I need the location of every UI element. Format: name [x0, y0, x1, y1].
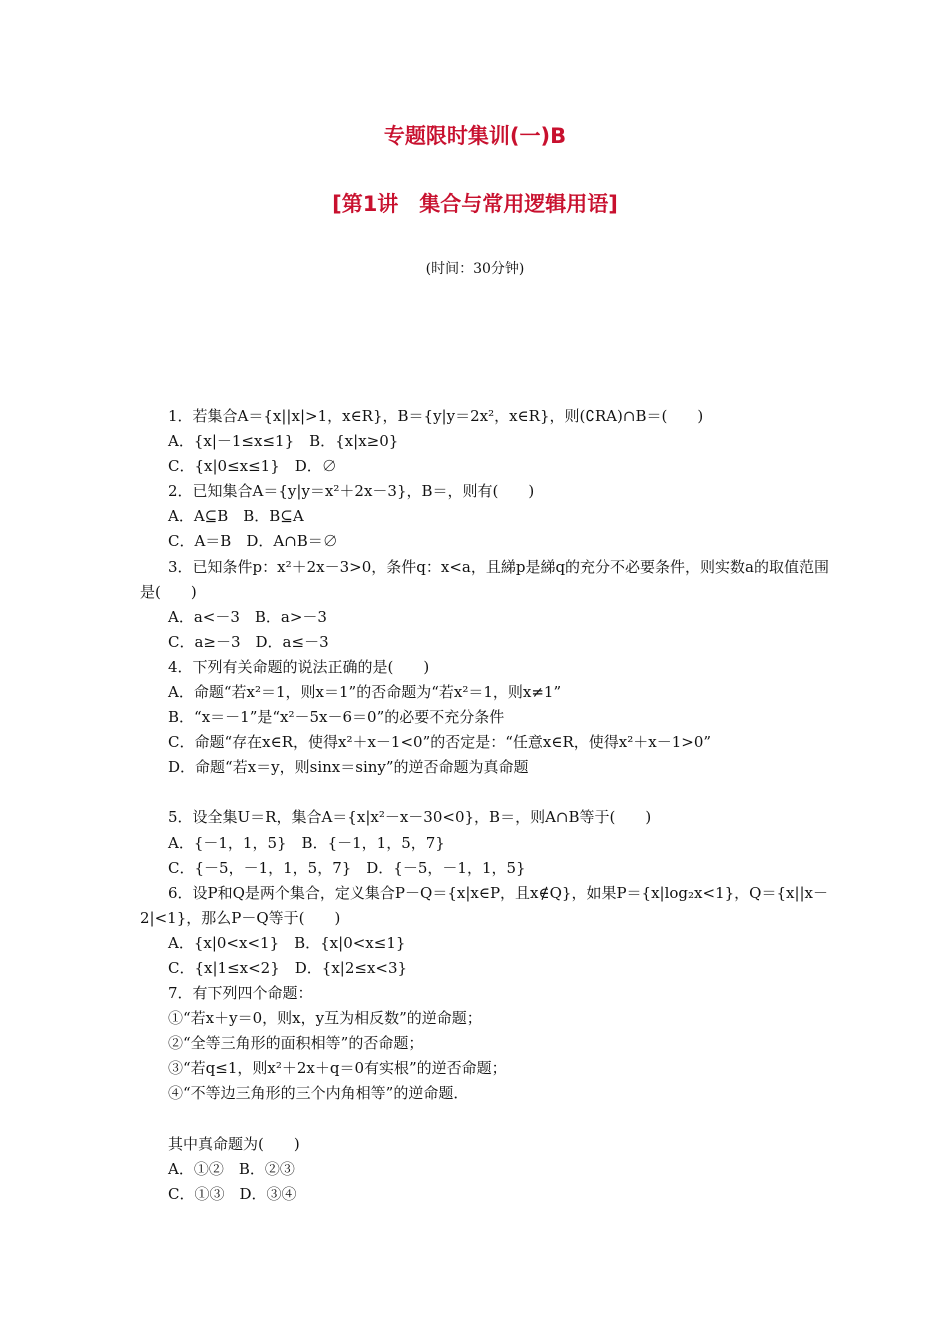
question-4-option-c: C．命题“存在x∈R，使得x²＋x－1<0”的否定是：“任意x∈R，使得x²＋x－1>0”	[168, 733, 712, 752]
proposition-1: ①“若x＋y＝0，则x，y互为相反数”的逆命题；	[168, 1009, 482, 1028]
question-1-options-cd: C．{x|0≤x≤1} D．∅	[168, 457, 337, 476]
question-1: 1．若集合A＝{x||x|>1，x∈R}，B＝{y|y＝2x²，x∈R}，则(∁RA)∩B＝( )	[168, 407, 704, 425]
proposition-4: ④“不等边三角形的三个内角相等”的逆命题．	[168, 1084, 469, 1103]
question-3: 3．已知条件p：x²＋2x－3>0，条件q：x<a，且綈p是綈q的充分不必要条件，则实数a的取值范围是( )	[140, 557, 829, 601]
question-list	[140, 404, 830, 1207]
page-title: 专题限时集训(一)B	[383, 124, 567, 148]
question-3-options-ab: A．a<－3 B．a>－3	[168, 607, 327, 626]
question-6-options-ab: A．{x|0<x<1} B．{x|0<x≤1}	[168, 933, 406, 952]
proposition-3: ③“若q≤1，则x²＋2x＋q＝0有实根”的逆否命题；	[168, 1059, 507, 1078]
question-1-options-ab: A．{x|－1≤x≤1} B．{x|x≥0}	[168, 432, 399, 451]
question-4-option-a: A．命题“若x²＝1，则x＝1”的否命题为“若x²＝1，则x≠1”	[168, 683, 562, 702]
time-note: (时间：30分钟)	[425, 261, 525, 277]
question-7-options-cd: C．①③ D．③④	[168, 1184, 297, 1203]
question-7-options-ab: A．①② B．②③	[168, 1159, 295, 1178]
question-5-options-ab: A．{－1，1，5} B．{－1，1，5，7}	[168, 833, 445, 852]
question-2-options-ab: A．A⊆B B．B⊆A	[168, 507, 304, 526]
question-2: 2．已知集合A＝{y|y＝x²＋2x－3}，B＝，则有( )	[168, 482, 535, 501]
question-7-stem: 其中真命题为( )	[168, 1134, 300, 1153]
question-7: 7．有下列四个命题：	[168, 984, 313, 1003]
question-6-options-cd: C．{x|1≤x<2} D．{x|2≤x<3}	[168, 958, 408, 977]
question-6: 6．设P和Q是两个集合，定义集合P－Q＝{x|x∈P，且x∉Q}，如果P＝{x|log₂x<1}，Q＝{x||x－2|<1}，那么P－Q等于( )	[140, 883, 829, 927]
spacer	[140, 780, 830, 805]
question-5: 5．设全集U＝R，集合A＝{x|x²－x－30<0}，B＝，则A∩B等于( )	[168, 808, 652, 827]
proposition-2: ②“全等三角形的面积相等”的否命题；	[168, 1034, 424, 1053]
question-3-options-cd: C．a≥－3 D．a≤－3	[168, 632, 329, 651]
question-5-options-cd: C．{－5，－1，1，5，7} D．{－5，－1，1，5}	[168, 858, 526, 877]
question-4-option-b: B．“x＝－1”是“x²－5x－6＝0”的必要不充分条件	[168, 708, 505, 727]
spacer	[140, 1107, 830, 1132]
page-subtitle: [第1讲 集合与常用逻辑用语]	[332, 192, 618, 216]
question-2-options-cd: C．A＝B D．A∩B＝∅	[168, 532, 338, 551]
question-4: 4．下列有关命题的说法正确的是( )	[168, 657, 430, 676]
question-4-option-d: D．命题“若x＝y，则sinx＝siny”的逆否命题为真命题	[168, 758, 529, 777]
